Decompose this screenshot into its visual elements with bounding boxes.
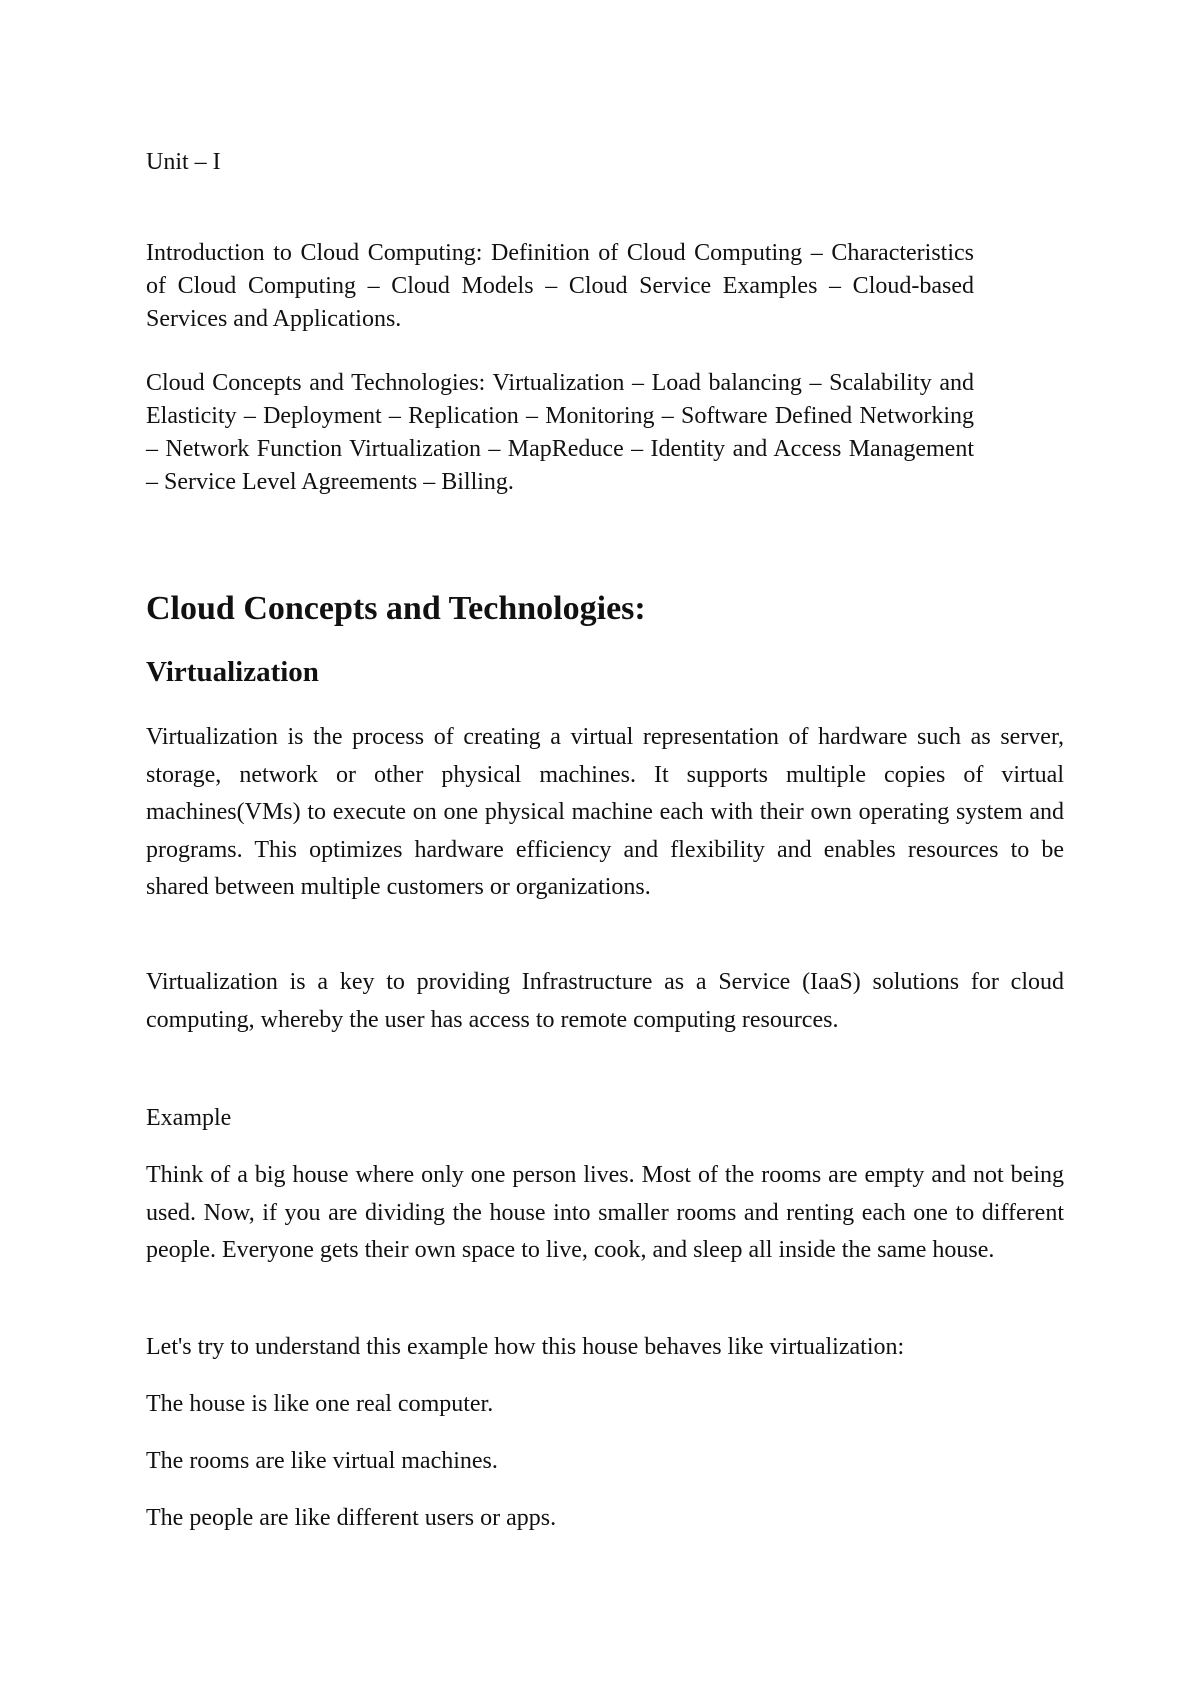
- paragraph-definition: Virtualization is the process of creating a virtual representation of hardware such as server, storage, network or other physical machines. It supports multiple copies of virtual machines(VMs) to execute on one physical machine each with their own operating system and programs. This optimizes hardware efficiency and flexibility and enables resources to be shared between multiple customers or organizations.: [146, 724, 1064, 900]
- unit-title: Unit – I: [146, 149, 221, 175]
- paragraph-example-label: Example: [146, 1105, 232, 1131]
- list-item-house: The house is like one real computer.: [146, 1391, 494, 1417]
- list-item-rooms: The rooms are like virtual machines.: [146, 1448, 498, 1474]
- syllabus-concepts: Cloud Concepts and Technologies: Virtualization – Load balancing – Scalability and Elasticity – Deployment – Replication – Monitoring – Software Defined Networking – Network Function Virtualization – MapReduce – Identity and Access Management – Service Level Agreements – Billing.: [146, 370, 974, 495]
- list-item-people: The people are like different users or apps.: [146, 1505, 557, 1531]
- syllabus-introduction: Introduction to Cloud Computing: Definition of Cloud Computing – Characteristics of Cloud Computing – Cloud Models – Cloud Service Examples – Cloud-based Services and Applications.: [146, 240, 974, 332]
- paragraph-lead-in: Let's try to understand this example how this house behaves like virtualization:: [146, 1334, 905, 1360]
- section-heading: Cloud Concepts and Technologies:: [146, 590, 646, 627]
- paragraph-iaas: Virtualization is a key to providing Infrastructure as a Service (IaaS) solutions for cloud computing, whereby the user has access to remote computing resources.: [146, 969, 1064, 1033]
- paragraph-house-example: Think of a big house where only one person lives. Most of the rooms are empty and not being used. Now, if you are dividing the house into smaller rooms and renting each one to different people. Everyone gets their own space to live, cook, and sleep all inside the same house.: [146, 1162, 1064, 1263]
- subsection-heading: Virtualization: [146, 656, 319, 688]
